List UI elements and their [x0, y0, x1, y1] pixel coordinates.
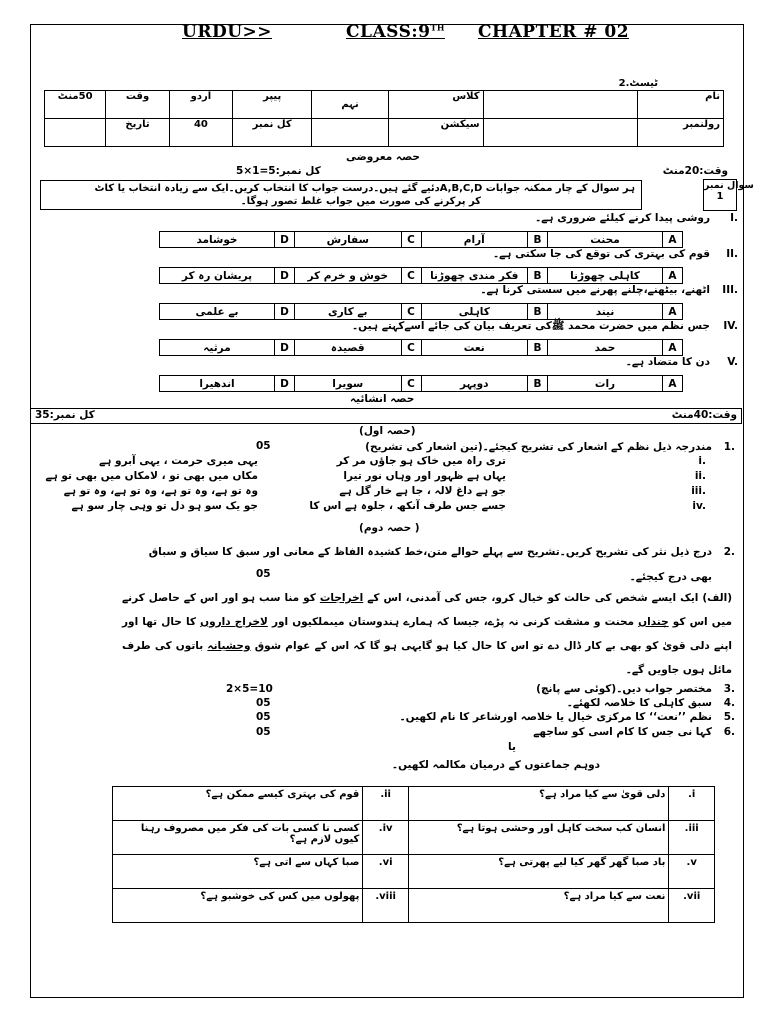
q2-marks: 05: [256, 568, 271, 580]
short-question-text: کسی نا کسی بات کی فکر میں مصروف رہنا کیوں لازم ہے؟: [113, 821, 363, 855]
short-question-number: iv.: [363, 821, 409, 855]
q6-marks: 05: [256, 726, 271, 738]
underlined-word: لاخراج داروں: [200, 616, 268, 628]
mcq-question: قوم کی بہتری کی توقع کی جا سکتی ہے۔: [492, 248, 710, 260]
mcq-number: IV.: [723, 320, 738, 332]
objective-title: حصہ معروضی: [346, 151, 420, 163]
short-question-text: پھولوں میں کس کی خوشبو ہے؟: [113, 889, 363, 923]
short-question-text: باد صبا گھر گھر کیا لیے پھرتی ہے؟: [408, 855, 668, 889]
couplet-number: i.: [698, 455, 706, 467]
option-text[interactable]: بے علمی: [160, 304, 275, 320]
option-text[interactable]: آرام: [421, 232, 527, 248]
q1-marks: 05: [256, 440, 271, 452]
instruction-line: کر پرکرنے کی صورت میں جواب غلط تصور ہوگا۔: [240, 196, 481, 207]
info-cell: اردو: [169, 91, 232, 119]
passage-text: (الف) ایک ایسے شخص کی حالت کو خیال کرو، جس کی آمدنی، اس کے: [363, 592, 732, 604]
option-text[interactable]: مرثیہ: [160, 340, 275, 356]
q2-number: 2.: [723, 546, 735, 558]
q6-or: یا: [508, 741, 516, 753]
option-letter: D: [274, 376, 294, 392]
couplet-line-a: یہاں ہے ظہور اور وہاں نور تیرا: [343, 470, 506, 482]
underlined-word: چنداں: [638, 616, 669, 628]
short-question-row: [113, 787, 715, 821]
q5-number: 5.: [723, 711, 735, 723]
mcq-question: دن کا متضاد ہے۔: [625, 356, 710, 368]
option-letter: A: [662, 304, 682, 320]
q2-passage: [122, 586, 732, 682]
short-question-row: [113, 889, 715, 923]
mcq-options-row: [160, 232, 683, 248]
info-cell: [483, 119, 638, 147]
option-text[interactable]: خوش و خرم کر: [295, 268, 401, 284]
short-question-text: دلی قویٰ سے کیا مراد ہے؟: [408, 787, 668, 821]
info-cell: نہم: [312, 91, 389, 119]
option-letter: A: [662, 376, 682, 392]
short-question-text: صبا کہاں سے اتی ہے؟: [113, 855, 363, 889]
option-text[interactable]: کاہلی چھوڑنا: [548, 268, 663, 284]
mcq-options-row: [160, 340, 683, 356]
q3-marks: 2×5=10: [226, 683, 273, 695]
option-text[interactable]: سویرا: [295, 376, 401, 392]
couplet-line-b: مکاں میں بھی تو ، لامکاں میں بھی تو ہے: [45, 470, 258, 482]
couplet-number: iv.: [692, 500, 706, 512]
info-cell: سیکشن: [388, 119, 483, 147]
mcq-options-table: [159, 267, 683, 284]
option-letter: B: [528, 376, 548, 392]
objective-time: وقت:20منٹ: [662, 165, 728, 177]
q6-number: 6.: [723, 726, 735, 738]
couplet-line-b: وہ تو ہے، وہ تو ہے، وہ تو ہے، وہ تو ہے: [63, 485, 258, 497]
option-text[interactable]: حمد: [548, 340, 663, 356]
option-letter: D: [274, 304, 294, 320]
part1-heading: (حصہ اول): [359, 425, 416, 437]
q6-text: کہا نی جس کا کام اسی کو ساجھے: [533, 726, 712, 738]
option-text[interactable]: پریشان رہ کر: [160, 268, 275, 284]
info-cell: وقت: [106, 91, 169, 119]
q4-number: 4.: [723, 697, 735, 709]
option-text[interactable]: سفارش: [295, 232, 401, 248]
couplet-number: iii.: [691, 485, 706, 497]
short-question-row: [113, 821, 715, 855]
mcq-number: II.: [726, 248, 738, 260]
q3-number: 3.: [723, 683, 735, 695]
part2-heading: (حصہ دوم ): [359, 522, 420, 534]
question-number-box: [703, 179, 754, 211]
subjective-header-box: [30, 408, 742, 424]
subject-heading: URDU>>: [182, 22, 273, 42]
q4-marks: 05: [256, 697, 271, 709]
mcq-options-table: [159, 339, 683, 356]
option-letter: A: [662, 340, 682, 356]
underlined-word: اخراجات: [319, 592, 364, 604]
mcq-options-table: [159, 303, 683, 320]
mcq-number: V.: [727, 356, 738, 368]
passage-text: باتوں کی طرف مائل ہوں جاویں گے۔: [122, 640, 732, 676]
chapter-heading: CHAPTER # 02: [478, 22, 630, 42]
info-cell: پیپر: [233, 91, 312, 119]
option-text[interactable]: خوشامد: [160, 232, 275, 248]
short-question-number: vi.: [363, 855, 409, 889]
option-text[interactable]: اندھیرا: [160, 376, 275, 392]
option-text[interactable]: رات: [548, 376, 663, 392]
couplet-line-a: تری راہ میں خاک ہو جاؤں مر کر: [336, 455, 506, 467]
q5-marks: 05: [256, 711, 271, 723]
q1-number: 1.: [723, 441, 735, 453]
short-question-row: [113, 855, 715, 889]
passage-text: محنت و مشقت کرنی نہ پڑے، جیسا کہ ہمارے ہندوستان میںملکیوں اور: [267, 616, 639, 628]
option-letter: B: [528, 232, 548, 248]
option-letter: D: [274, 268, 294, 284]
option-letter: C: [401, 232, 421, 248]
option-letter: C: [401, 376, 421, 392]
mcq-options-row: [160, 304, 683, 320]
option-text[interactable]: کاہلی: [421, 304, 527, 320]
test-label: ٹیسٹ.2: [618, 78, 658, 89]
info-cell: کلاس: [388, 91, 483, 119]
underlined-word: وحشیانہ: [207, 640, 251, 652]
mcq-number: I.: [730, 212, 738, 224]
subjective-title: حصہ انشائیہ: [350, 393, 415, 405]
info-cell: کل نمبر: [233, 119, 312, 147]
option-text[interactable]: فکر مندی چھوڑنا: [421, 268, 527, 284]
short-questions-table: [112, 786, 715, 923]
short-question-text: نعت سے کیا مراد ہے؟: [408, 889, 668, 923]
option-letter: B: [528, 304, 548, 320]
couplet-line-a: جسے جس طرف آنکھ ، جلوہ ہے اس کا: [309, 500, 506, 512]
instruction-box: [40, 180, 642, 210]
student-info-table: [44, 90, 724, 147]
q2-line1: درج ذیل نثر کی تشریح کریں۔تشریح سے پہلے حوالے متن،خط کشیدہ الفاظ کے معانی اور سبق کا سیاق و سباق: [148, 546, 712, 558]
info-row: [45, 91, 724, 119]
info-cell: 50منٹ: [45, 91, 106, 119]
option-text[interactable]: محنت: [548, 232, 663, 248]
short-question-number: ii.: [363, 787, 409, 821]
q3-text: مختصر جواب دیں۔(کوئی سے پانچ): [536, 683, 712, 695]
option-letter: C: [401, 340, 421, 356]
subjective-time: وقت:40منٹ: [671, 409, 737, 421]
q4-text: سبق کاہلی کا خلاصہ لکھئے۔: [566, 697, 712, 709]
short-question-number: vii.: [669, 889, 715, 923]
short-question-number: iii.: [669, 821, 715, 855]
objective-marks: کل نمبر:5=1×5: [236, 165, 321, 177]
option-letter: C: [401, 268, 421, 284]
option-text[interactable]: نعت: [421, 340, 527, 356]
option-letter: A: [662, 232, 682, 248]
couplet-line-b: یہی میری حرمت ، یہی آبرو ہے: [99, 455, 258, 467]
info-cell: تاریخ: [106, 119, 169, 147]
info-cell: 40: [169, 119, 232, 147]
mcq-question: جس نظم میں حضرت محمد ﷺکی تعریف بیان کی جائے اسےکہتے ہیں۔: [352, 320, 710, 332]
option-letter: B: [528, 268, 548, 284]
option-text[interactable]: قصیدہ: [295, 340, 401, 356]
option-letter: C: [401, 304, 421, 320]
class-heading: CLASS:9TH: [346, 22, 445, 42]
instruction-line: ہر سوال کے چار ممکنہ جوابات A,B,C,Dدئیے گئے ہیں۔درست جواب کا انتخاب کریں۔ایک سے زیادہ انتخاب یا کاٹ: [94, 183, 635, 194]
short-question-text: قوم کی بہتری کیسے ممکن ہے؟: [113, 787, 363, 821]
q1-text: مندرجہ ذیل نظم کے اشعار کی تشریح کیجئے۔(تین اشعار کی تشریح): [365, 441, 712, 453]
option-letter: D: [274, 340, 294, 356]
mcq-options-table: [159, 375, 683, 392]
passage-text: کا حال تھا اور اپنے دلی قویٰ کو بھی بے کار ڈال دے تو اس کا حال کیا ہو گایہی ہو گا کہ اس کے عوام شوق: [122, 616, 733, 652]
short-question-number: i.: [669, 787, 715, 821]
option-text[interactable]: دوپہر: [421, 376, 527, 392]
option-letter: A: [662, 268, 682, 284]
q2-line2: بھی درج کیجئے۔: [629, 571, 712, 583]
question-number: 1: [716, 191, 724, 202]
question-number-label: سوال نمبر: [704, 180, 754, 191]
info-row: [45, 119, 724, 147]
short-question-text: انسان کب سخت کاہل اور وحشی ہوتا ہے؟: [408, 821, 668, 855]
mcq-number: III.: [722, 284, 738, 296]
couplet-line-a: جو ہے داغ لالہ ، جا ہے خار گل ہے: [339, 485, 506, 497]
info-cell: نام: [638, 91, 724, 119]
mcq-question: روشی پیدا کرنے کیلئے ضروری ہے۔: [535, 212, 710, 224]
short-question-number: v.: [669, 855, 715, 889]
couplet-line-b: جو یک سو ہو دل تو وہی چار سو ہے: [71, 500, 258, 512]
mcq-options-row: [160, 376, 683, 392]
info-cell: رولنمبر: [638, 119, 724, 147]
mcq-question: اٹھنے، بیٹھنے،چلنے پھرنے میں سستی کرنا ہے۔: [480, 284, 710, 296]
option-letter: D: [274, 232, 294, 248]
couplet-number: ii.: [694, 470, 706, 482]
passage-text: کو منا سب ہو اور اس کے حاصل کرنے میں اس کو: [122, 592, 733, 628]
info-cell: [312, 119, 389, 147]
option-letter: B: [528, 340, 548, 356]
info-cell: [483, 91, 638, 119]
info-cell: [45, 119, 106, 147]
q5-text: نظم ’’نعت‘‘ کا مرکزی خیال یا خلاصہ اورشاعر کا نام لکھیں۔: [399, 711, 712, 723]
mcq-options-row: [160, 268, 683, 284]
option-text[interactable]: نیند: [548, 304, 663, 320]
q6-alt: دوہم جماعتوں کے درمیان مکالمہ لکھیں۔: [391, 759, 600, 771]
mcq-options-table: [159, 231, 683, 248]
option-text[interactable]: بے کاری: [295, 304, 401, 320]
short-question-number: viii.: [363, 889, 409, 923]
subjective-marks: کل نمبر:35: [35, 409, 95, 421]
